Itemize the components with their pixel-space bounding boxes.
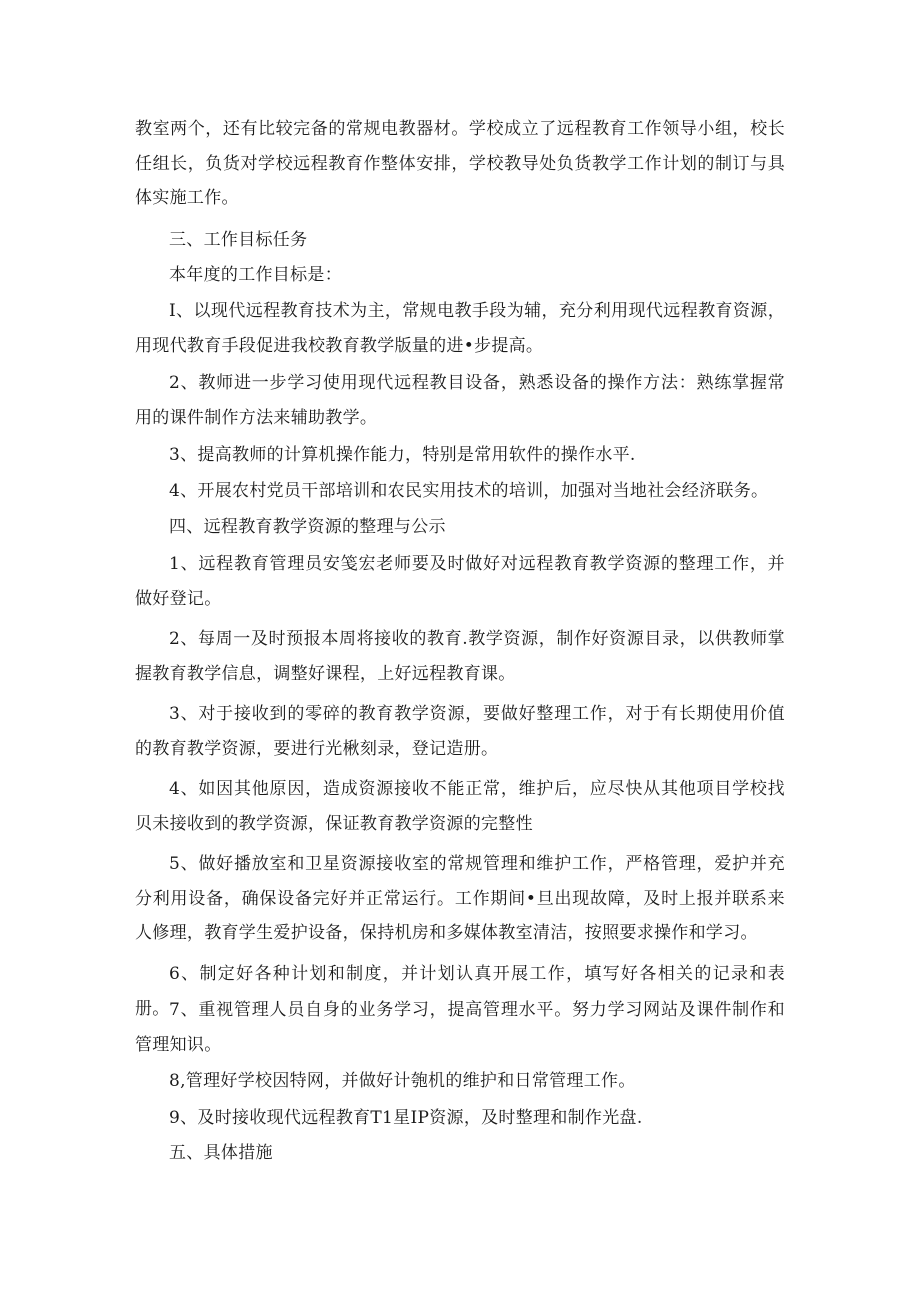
paragraph-goal-3: 3、提高教师的计算机操作能力，特别是常用软件的操作水平. <box>169 445 636 465</box>
paragraph-goal-2: 2、教师进一步学习使用现代远程教目设备，熟悉设备的操作方法：熟练掌握常用的课件制作方法来辅助教学。 <box>135 373 785 428</box>
paragraph-resource-7: 7、重视管理人员自身的业务学习，提高管理水平。努力学习网站及课件制作和管理知识。 <box>135 1000 785 1055</box>
paragraph-resource-4: 4、如因其他原因，造成资源接收不能正常，维护后，应尽快从其他项目学校找贝未接收到的教学资源，保证教育教学资源的完整性 <box>135 779 785 834</box>
paragraph-resource-6: 6、制定好各种计划和制度，并计划认真开展工作，填写好各相关的记录和表册。 <box>135 964 785 1019</box>
paragraph-resource-2: 2、每周一及时预报本周将接收的教育.教学资源，制作好资源目录，以供教师掌握教育教学信息，调整好课程，上好远程教育课。 <box>135 629 785 684</box>
paragraph-goal-4: 4、开展农村党员干部培训和农民实用技术的培训，加强对当地社会经济联务。 <box>169 481 769 501</box>
paragraph-goal-1: I、以现代远程教育技术为主，常规电教手段为辅，充分利用现代远程教育资源，用现代教育手段促进我校教育教学版量的进•步提高。 <box>135 301 785 356</box>
heading-section-4: 四、远程教育教学资源的整理与公示 <box>169 517 446 537</box>
paragraph-intro: 教室两个，还有比较完备的常规电教器材。学校成立了远程教育工作领导小组，校长任组长，负货对学校远程教育作整体安排，学校教导处负货教学工作计划的制订与具体实施工作。 <box>135 119 785 208</box>
paragraph-resource-3: 3、对于接收到的零碎的教育教学资源，要做好整理工作，对于有长期使用价值的教育教学资源，要进行光楸刻录，登记造册。 <box>135 704 785 759</box>
heading-section-5: 五、具体措施 <box>169 1143 273 1163</box>
paragraph-resource-5: 5、做好播放室和卫星资源接收室的常规管理和维护工作，严格管理，爱护并充分利用设备，确保设备完好并正常运行。工作期间•旦出现故障，及时上报并联系来人修理，教育学生爱护设备，保持机房和多媒体教室清洁，按照要求操作和学习。 <box>135 854 785 943</box>
paragraph-resource-1: 1、远程教育管理员安笺宏老师要及时做好对远程教育教学资源的整理工作，并做好登记。 <box>135 554 785 609</box>
paragraph-resource-8: 8,管理好学校因特网，并做好计匏机的维护和日常管理工作。 <box>169 1071 636 1091</box>
heading-section-3: 三、工作目标任务 <box>169 230 308 250</box>
paragraph-resource-9: 9、及时接收现代远程教育T1星IP资源，及时整理和制作光盘. <box>169 1108 643 1128</box>
paragraph-goals-lead: 本年度的工作目标是： <box>169 265 342 285</box>
